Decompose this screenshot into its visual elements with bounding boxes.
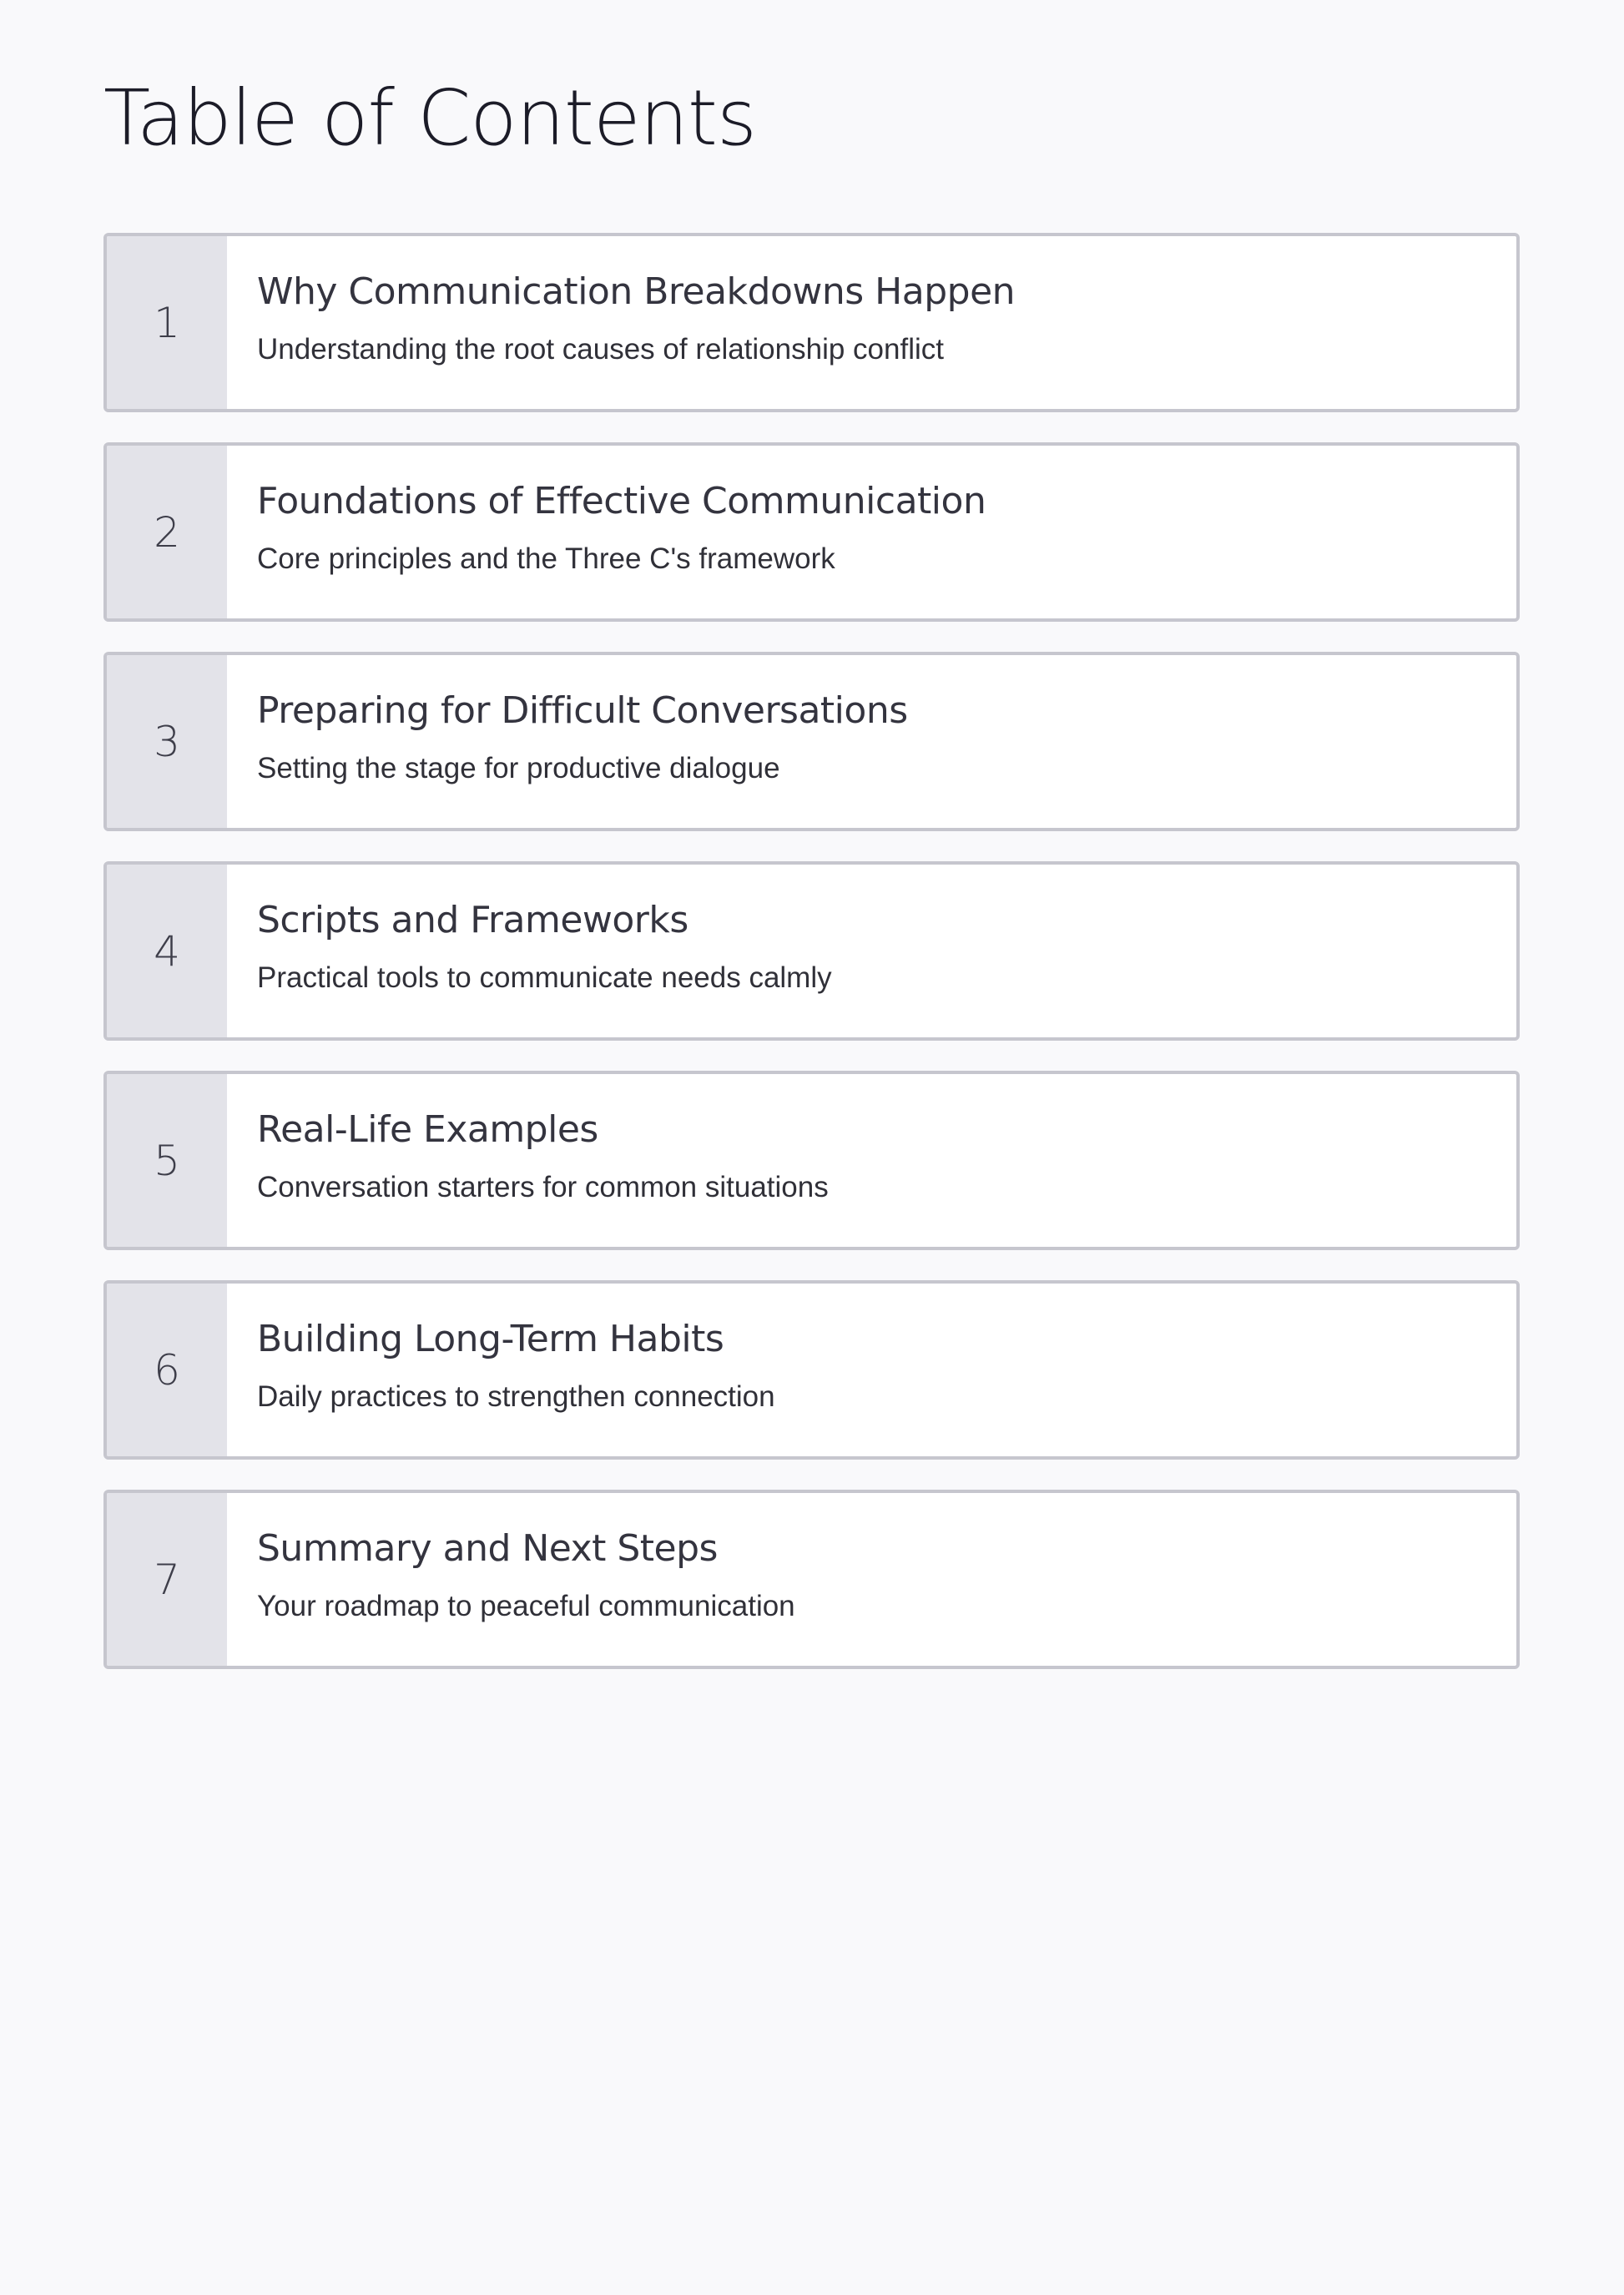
- toc-entry-text: [227, 446, 1516, 618]
- toc-entry-title: Preparing for Difficult Conversations: [257, 689, 908, 732]
- toc-entry-number: 4: [107, 865, 227, 1037]
- toc-entry-text: [227, 1493, 1516, 1666]
- toc-entry-number: 1: [107, 236, 227, 409]
- toc-entry-subtitle: Understanding the root causes of relationship conflict: [257, 332, 944, 366]
- toc-entry-subtitle: Practical tools to communicate needs calmly: [257, 961, 832, 994]
- toc-entry-title: Foundations of Effective Communication: [257, 480, 986, 522]
- toc-entry-subtitle: Core principles and the Three C's framework: [257, 542, 835, 575]
- toc-entry-text: [227, 236, 1516, 409]
- toc-entry-title: Scripts and Frameworks: [257, 899, 688, 941]
- toc-entry-1[interactable]: [103, 233, 1520, 412]
- toc-entry-4[interactable]: [103, 861, 1520, 1041]
- toc-list: [103, 233, 1520, 1699]
- toc-entry-subtitle: Conversation starters for common situations: [257, 1170, 829, 1203]
- toc-entry-subtitle: Daily practices to strengthen connection: [257, 1380, 775, 1413]
- toc-entry-text: [227, 1074, 1516, 1247]
- toc-entry-7[interactable]: [103, 1490, 1520, 1669]
- page-title: Table of Contents: [103, 73, 756, 163]
- toc-entry-6[interactable]: [103, 1280, 1520, 1460]
- toc-entry-5[interactable]: [103, 1071, 1520, 1250]
- toc-entry-number: 5: [107, 1074, 227, 1247]
- toc-entry-text: [227, 655, 1516, 828]
- toc-entry-title: Why Communication Breakdowns Happen: [257, 270, 1016, 313]
- toc-entry-number: 6: [107, 1284, 227, 1456]
- toc-entry-title: Building Long-Term Habits: [257, 1318, 724, 1360]
- toc-entry-text: [227, 865, 1516, 1037]
- toc-entry-number: 3: [107, 655, 227, 828]
- toc-entry-subtitle: Setting the stage for productive dialogue: [257, 751, 780, 784]
- toc-entry-2[interactable]: [103, 442, 1520, 622]
- toc-entry-number: 7: [107, 1493, 227, 1666]
- toc-entry-subtitle: Your roadmap to peaceful communication: [257, 1589, 795, 1622]
- toc-entry-number: 2: [107, 446, 227, 618]
- toc-entry-title: Summary and Next Steps: [257, 1527, 718, 1570]
- toc-entry-text: [227, 1284, 1516, 1456]
- toc-entry-3[interactable]: [103, 652, 1520, 831]
- toc-entry-title: Real-Life Examples: [257, 1108, 598, 1151]
